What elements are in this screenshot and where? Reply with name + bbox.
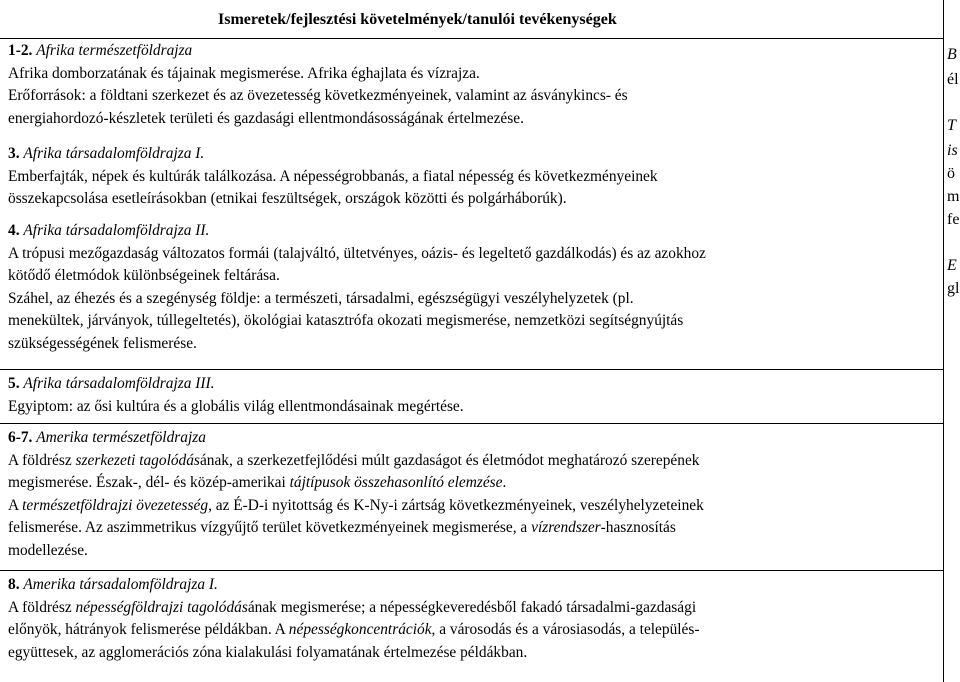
section-label: Afrika társadalomföldrajza II. bbox=[23, 222, 210, 239]
section-6 bbox=[0, 570, 943, 664]
section-4 bbox=[0, 369, 943, 418]
section-title bbox=[8, 143, 943, 166]
section-label: Afrika természetföldrajza bbox=[36, 42, 193, 59]
section-text-line: Afrika domborzatának és tájainak megismerése. Afrika éghajlata és vízrajza. bbox=[8, 64, 480, 82]
section-text-line: előnyök, hátrányok felismerése példákban. A népességkoncentrációk, a városodás és a városiasodás, a település- bbox=[8, 621, 700, 638]
section-text-line: Emberfajták, népek és kultúrák találkozása. A népességrobbanás, a fiatal népesség és következményeinek bbox=[8, 167, 658, 185]
section-text-line: Erőforrások: a földtani szerkezet és az övezetesség következményeinek, valamint az ásványkincs- és bbox=[8, 87, 628, 104]
side-column-text: E bbox=[947, 257, 957, 274]
section-text-line: energiahordozó-készletek területi és gazdasági ellentmondásosságának értelmezése. bbox=[8, 109, 524, 127]
section-number: 5. bbox=[8, 375, 24, 392]
side-column-text: is bbox=[947, 142, 958, 159]
section-text-line: együttesek, az agglomerációs zóna kialakulási folyamatának értelmezése példákban. bbox=[8, 643, 528, 661]
section-text-line: Egyiptom: az ősi kultúra és a globális világ ellentmondásainak megértése. bbox=[8, 397, 464, 415]
section-text-line: szükségességének felismerése. bbox=[8, 334, 197, 352]
section-number: 8. bbox=[8, 576, 24, 593]
section-title bbox=[8, 427, 943, 450]
side-column-text: ö bbox=[947, 165, 955, 182]
section-text-line: modellezése. bbox=[8, 541, 88, 559]
section-label: Amerika társadalomföldrajza I. bbox=[23, 576, 218, 593]
column-header bbox=[0, 0, 943, 39]
section-title bbox=[8, 574, 943, 597]
section-number: 3. bbox=[8, 145, 24, 162]
column-header-title: Ismeretek/fejlesztési követelmények/tanulói tevékenységek bbox=[218, 11, 617, 28]
section-label: Amerika természetföldrajza bbox=[36, 429, 206, 446]
section-2 bbox=[0, 143, 943, 211]
section-text-line: A trópusi mezőgazdaság változatos formái (talajváltó, ültetvényes, oázis- és legeltető gazdálkodás) és az azokhoz bbox=[8, 244, 706, 262]
section-text-line: megismerése. Észak-, dél- és közép-amerikai tájtípusok összehasonlító elemzése. bbox=[8, 474, 507, 491]
section-title bbox=[8, 373, 943, 396]
section-text-line: Száhel, az éhezés és a szegénység földje: a természeti, társadalmi, egészségügyi veszélyhelyzetek (pl. bbox=[8, 289, 634, 307]
side-column-text: gl bbox=[947, 280, 960, 297]
section-text-line: A földrész szerkezeti tagolódásának, a szerkezetfejlődési múlt gazdaságot és életmódot meghatározó szerepének bbox=[8, 451, 700, 469]
section-title bbox=[8, 220, 943, 243]
section-text-line: menekültek, járványok, túllegeltetés), ökológiai katasztrófa okozati megismerése, nemzetközi segítségnyújtás bbox=[8, 312, 684, 329]
section-number: 1-2. bbox=[8, 42, 37, 59]
section-number: 4. bbox=[8, 222, 24, 239]
section-label: Afrika társadalomföldrajza I. bbox=[23, 145, 205, 162]
side-column-text: T bbox=[947, 117, 956, 134]
side-column-text: fe bbox=[947, 211, 960, 228]
section-text-line: A természetföldrajzi övezetesség, az É-D-i nyitottság és K-Ny-i zártság következményeinek, veszélyhelyzeteinek bbox=[8, 496, 704, 514]
section-3 bbox=[0, 220, 943, 355]
section-title bbox=[8, 40, 943, 63]
section-text-line: felismerése. Az aszimmetrikus vízgyűjtő terület következményeinek megismerése, a vízrendszer-hasznosítás bbox=[8, 519, 676, 536]
side-column-text: B bbox=[947, 46, 957, 63]
section-text-line: A földrész népességföldrajzi tagolódásának megismerése; a népességkeveredésből fakadó társadalmi-gazdasági bbox=[8, 598, 697, 616]
side-column-clipped bbox=[945, 0, 960, 682]
section-label: Afrika társadalomföldrajza III. bbox=[23, 375, 215, 392]
section-5 bbox=[0, 423, 943, 562]
section-text-line: összekapcsolása esetleírásokban (etnikai feszültségek, országok közötti és polgárháborúk). bbox=[8, 190, 567, 207]
section-1 bbox=[0, 40, 943, 130]
side-column-text: él bbox=[947, 71, 959, 88]
side-column-text: m bbox=[947, 188, 960, 205]
section-number: 6-7. bbox=[8, 429, 37, 446]
section-text-line: kötődő életmódok különbségeinek feltárása. bbox=[8, 267, 280, 284]
